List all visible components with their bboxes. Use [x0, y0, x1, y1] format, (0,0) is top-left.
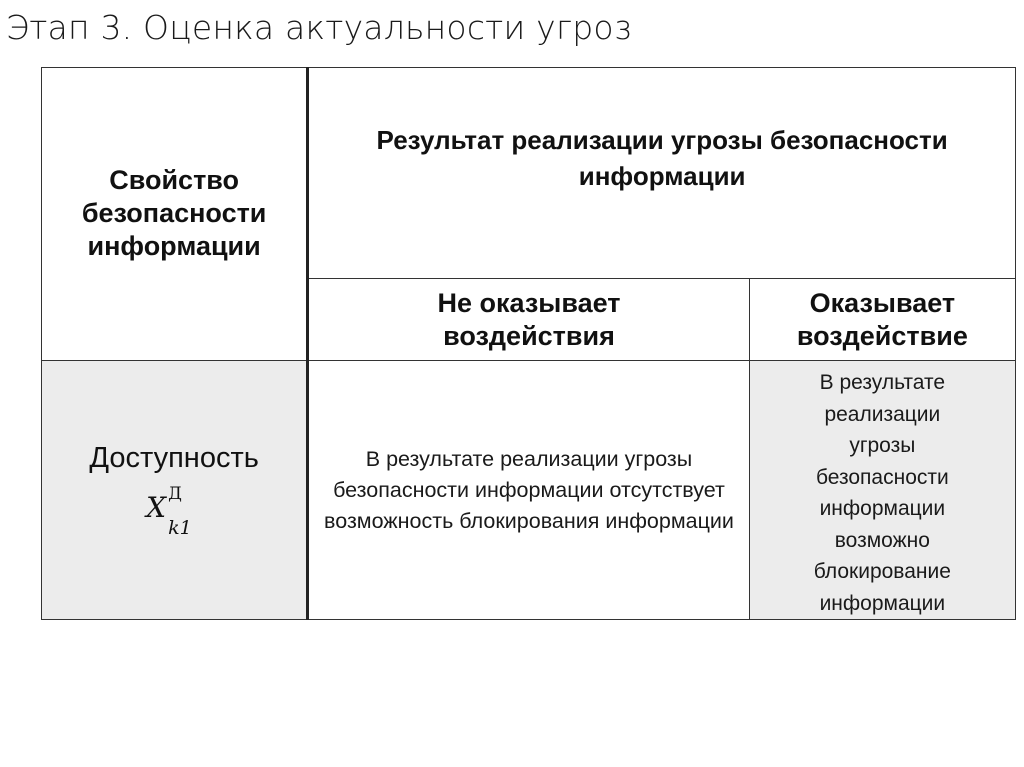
- header-effect-label: Оказывает воздействие: [796, 287, 968, 351]
- table-header-row: [42, 68, 1016, 279]
- row-effect-text: В результате реализации угрозы безопасности информации возможно блокирование информации: [813, 371, 951, 615]
- header-no-effect: [308, 279, 749, 361]
- row-no-effect-cell: [308, 361, 749, 620]
- table-row: [42, 361, 1016, 620]
- formula-superscript: Д: [168, 483, 182, 504]
- row-property-formula: [144, 482, 204, 539]
- header-property-label: Свойство безопасности информации: [81, 164, 267, 261]
- header-result: [308, 68, 1016, 279]
- header-effect: [749, 279, 1015, 361]
- header-result-label: Результат реализации угрозы безопасности информации: [376, 125, 948, 191]
- row-property-cell: [42, 361, 308, 620]
- header-property: [42, 68, 308, 361]
- row-no-effect-text: В результате реализации угрозы безопасности информации отсутствует возможность блокирования информации: [324, 446, 734, 533]
- formula-base: X: [146, 490, 167, 524]
- slide-title: Этап 3. Оценка актуальности угроз: [6, 8, 632, 47]
- formula-subscript: k1: [168, 516, 192, 539]
- row-property-label: Доступность: [89, 441, 259, 474]
- header-no-effect-label: Не оказывает воздействия: [437, 287, 621, 351]
- threat-assessment-table: [41, 67, 1016, 620]
- row-effect-cell: [749, 361, 1015, 620]
